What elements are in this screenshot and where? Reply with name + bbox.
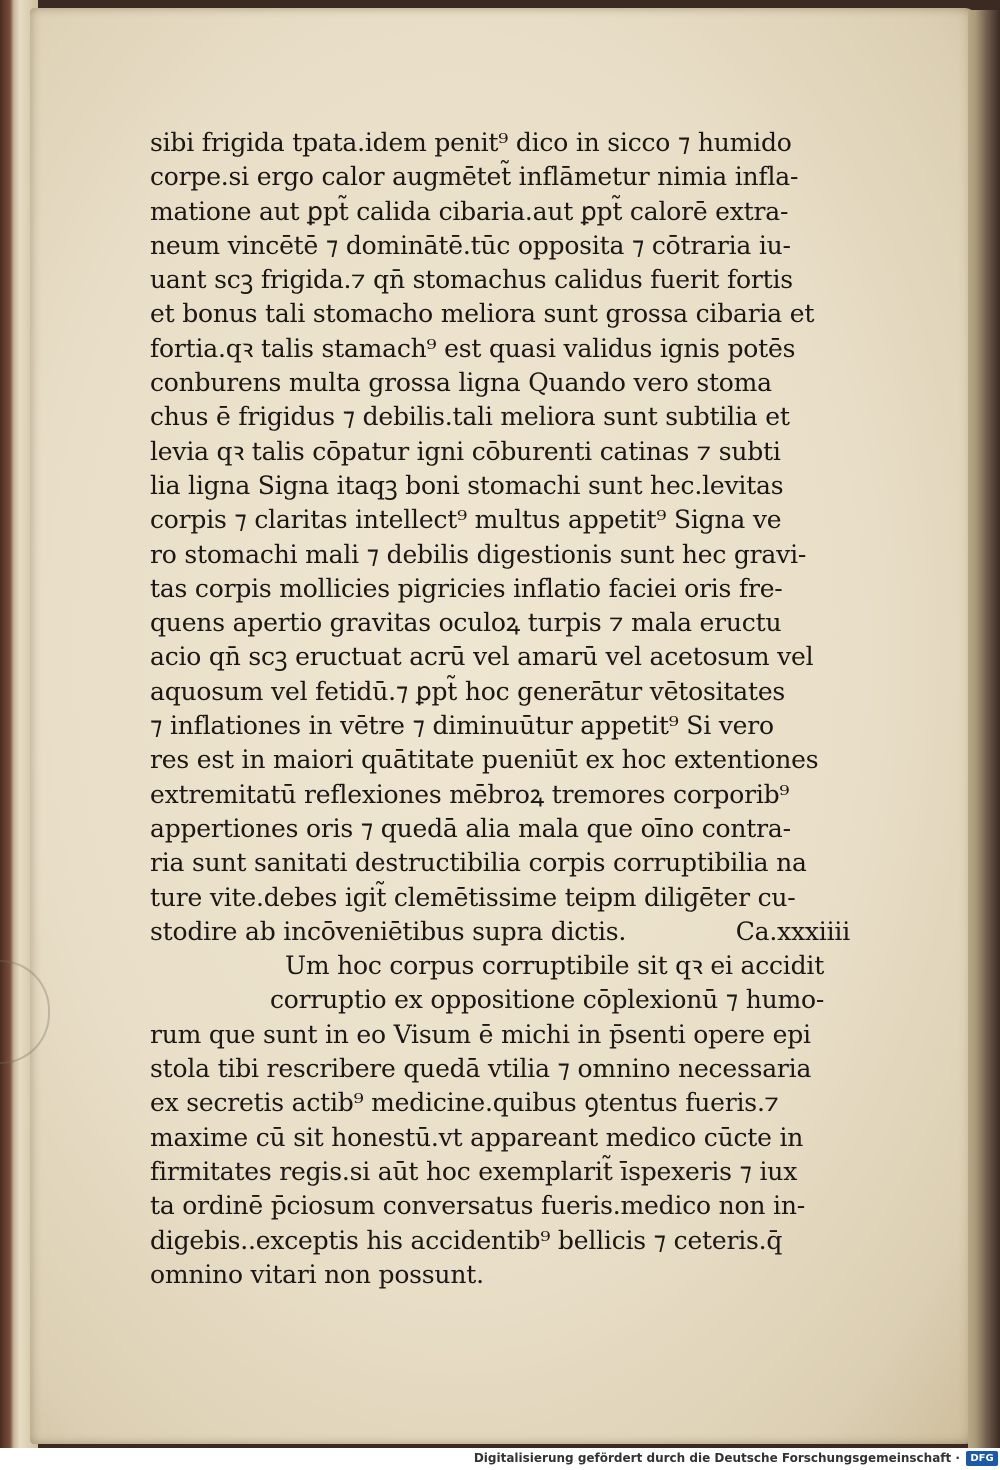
text-line: acio qn̄ scꝫ eructuat acrū vel amarū vel acetosum vel: [150, 642, 814, 672]
incunabula-text-block: [150, 126, 850, 1292]
chapter-mark: Ca.xxxiiii: [735, 916, 850, 946]
funding-credit: Digitalisierung gefördert durch die Deutsche Forschungsgemeinschaft ·: [473, 1451, 960, 1465]
text-line-with-chapter: [150, 915, 850, 949]
dfg-logo: DFG: [966, 1451, 998, 1466]
text-line: stodire ab incōveniētibus supra dictis.: [150, 916, 627, 946]
book-right-edge: [968, 10, 1000, 1448]
text-line: maxime cū sit honestū.vt appareant medico cūcte in: [150, 1122, 804, 1152]
text-line: tas corpis mollicies pigricies inflatio faciei oris fre-: [150, 573, 783, 603]
text-line: et bonus tali stomacho meliora sunt grossa cibaria et: [150, 299, 815, 329]
text-line: matione aut ꝑpt̃ calida cibaria.aut ꝑpt̃ calorē extra-: [150, 196, 789, 226]
text-line: ture vite.debes igit̃ clemētissime teipm diligēter cu-: [150, 882, 796, 912]
footer-bar: [0, 1448, 1000, 1470]
text-line: digebis..exceptis his accidentib⁹ bellicis ⁊ ceteris.q̄: [150, 1225, 783, 1255]
text-line: ria sunt sanitati destructibilia corpis corruptibilia na: [150, 848, 807, 878]
text-line: ta ordinē p̄ciosum conversatus fueris.medico non in-: [150, 1191, 805, 1221]
text-line: quens apertio gravitas oculoꝝ turpis ⁊ mala eructu: [150, 608, 782, 638]
text-line: ex secretis actib⁹ medicine.quibus ꝯtentus fueris.⁊: [150, 1088, 779, 1118]
text-line: appertiones oris ⁊ quedā alia mala que oīno contra-: [150, 813, 791, 843]
text-line: uant scꝫ frigida.⁊ qn̄ stomachus calidus fuerit fortis: [150, 265, 793, 295]
text-line: ⁊ inflationes in vētre ⁊ diminuūtur appetit⁹ Si vero: [150, 711, 774, 741]
text-line: res est in maiori quātitate pueniūt ex hoc extentiones: [150, 745, 819, 775]
text-line: stola tibi rescribere quedā vtilia ⁊ omnino necessaria: [150, 1054, 812, 1084]
text-line: conburens multa grossa ligna Quando vero stoma: [150, 368, 772, 398]
text-line: lia ligna Signa itaqꝫ boni stomachi sunt hec.levitas: [150, 470, 784, 500]
text-line: corpis ⁊ claritas intellect⁹ multus appetit⁹ Signa ve: [150, 505, 782, 535]
text-line: aquosum vel fetidū.⁊ ꝑpt̃ hoc generātur vētositates: [150, 676, 786, 706]
text-line: levia qꝛ talis cōpatur igni cōburenti catinas ⁊ subti: [150, 436, 781, 466]
text-line: chus ē frigidus ⁊ debilis.tali meliora sunt subtilia et: [150, 402, 790, 432]
chapter-opening-line: Um hoc corpus corruptibile sit qꝛ ei accidit: [285, 951, 825, 981]
text-line: firmitates regis.si aūt hoc exemplarit̃ īspexeris ⁊ iux: [150, 1156, 798, 1186]
text-line: corruptio ex oppositione cōplexionū ⁊ humo-: [270, 985, 825, 1015]
text-line: fortia.qꝛ talis stamach⁹ est quasi validus ignis potēs: [150, 333, 796, 363]
text-line: omnino vitari non possunt.: [150, 1259, 484, 1289]
text-line: extremitatū reflexiones mēbroꝝ tremores corporib⁹: [150, 779, 790, 809]
text-line: sibi frigida tpata.idem penit⁹ dico in sicco ⁊ humido: [150, 128, 792, 157]
text-line: rum que sunt in eo Visum ē michi in p̄senti opere epi: [150, 1019, 811, 1049]
text-line: ro stomachi mali ⁊ debilis digestionis sunt hec gravi-: [150, 539, 807, 569]
text-line: corpe.si ergo calor augmētet̃ inflāmetur nimia infla-: [150, 162, 799, 192]
text-line: neum vincētē ⁊ dominātē.tūc opposita ⁊ cōtraria iu-: [150, 230, 791, 260]
